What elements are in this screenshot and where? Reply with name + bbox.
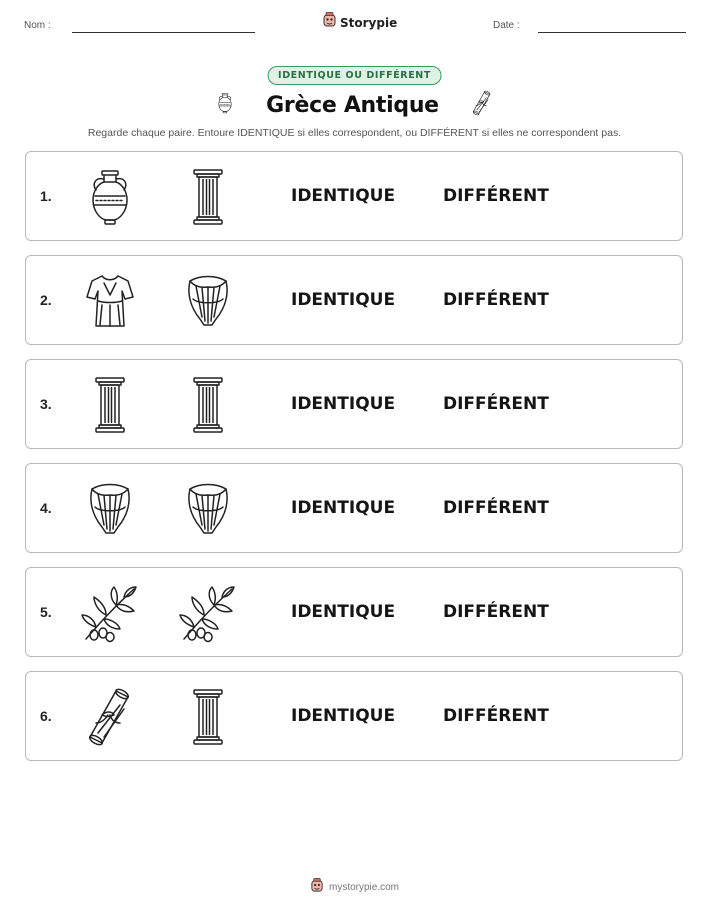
amphora-icon — [214, 88, 236, 123]
different-option[interactable]: DIFFÉRENT — [443, 602, 549, 622]
column-icon — [178, 687, 238, 747]
date-label: Date : — [493, 20, 520, 31]
identique-option[interactable]: IDENTIQUE — [291, 394, 396, 414]
olive-branch-icon — [178, 583, 238, 643]
name-field[interactable] — [72, 32, 255, 33]
different-option[interactable]: DIFFÉRENT — [443, 290, 549, 310]
footer — [0, 878, 709, 896]
worksheet-badge: IDENTIQUE OU DIFFÉRENT — [267, 66, 442, 85]
row-number: 5. — [40, 604, 52, 620]
olive-branch-icon — [80, 583, 140, 643]
exercise-row — [25, 463, 683, 553]
exercise-row — [25, 151, 683, 241]
harp-icon — [178, 271, 238, 331]
storypie-mascot-icon — [322, 12, 337, 33]
different-option[interactable]: DIFFÉRENT — [443, 186, 549, 206]
brand-logo — [322, 12, 397, 33]
exercise-row — [25, 567, 683, 657]
exercise-row — [25, 359, 683, 449]
amphora-icon — [80, 167, 140, 227]
row-number: 4. — [40, 500, 52, 516]
name-label: Nom : — [24, 20, 51, 31]
footer-url[interactable]: mystorypie.com — [328, 881, 399, 893]
scroll-icon — [469, 88, 495, 123]
exercise-row — [25, 671, 683, 761]
harp-icon — [178, 479, 238, 539]
brand-name: Storypie — [340, 15, 398, 30]
identique-option[interactable]: IDENTIQUE — [291, 186, 396, 206]
page-title: Grèce Antique — [266, 93, 439, 118]
identique-option[interactable]: IDENTIQUE — [291, 498, 396, 518]
instructions: Regarde chaque paire. Entoure IDENTIQUE si elles correspondent, ou DIFFÉRENT si elles ne correspondent pas. — [87, 127, 622, 139]
identique-option[interactable]: IDENTIQUE — [291, 706, 396, 726]
different-option[interactable]: DIFFÉRENT — [443, 394, 549, 414]
row-number: 3. — [40, 396, 52, 412]
row-number: 2. — [40, 292, 52, 308]
exercise-row — [25, 255, 683, 345]
identique-option[interactable]: IDENTIQUE — [291, 290, 396, 310]
different-option[interactable]: DIFFÉRENT — [443, 706, 549, 726]
tunic-icon — [80, 271, 140, 331]
row-number: 1. — [40, 188, 52, 204]
date-field[interactable] — [538, 32, 686, 33]
column-icon — [178, 375, 238, 435]
identique-option[interactable]: IDENTIQUE — [291, 602, 396, 622]
title-row — [0, 88, 709, 123]
harp-icon — [80, 479, 140, 539]
storypie-mascot-icon — [310, 878, 324, 896]
row-number: 6. — [40, 708, 52, 724]
column-icon — [80, 375, 140, 435]
column-icon — [178, 167, 238, 227]
scroll-icon — [80, 687, 140, 747]
different-option[interactable]: DIFFÉRENT — [443, 498, 549, 518]
